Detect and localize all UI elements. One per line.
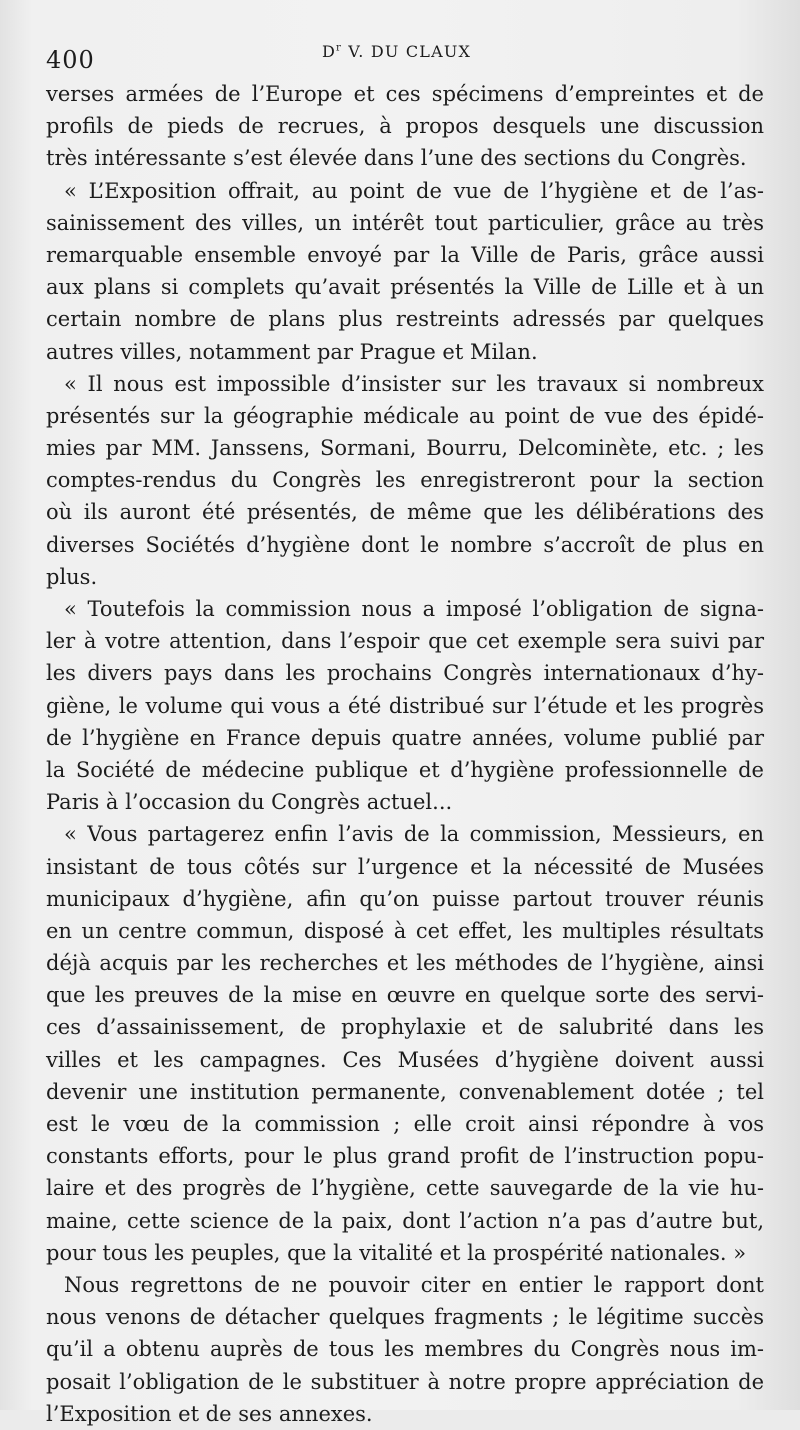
text-line: municipaux d’hygiène, afin qu’on puisse partout trouver réunis xyxy=(46,886,764,911)
text-line: Paris à l’occasion du Congrès actuel... xyxy=(46,790,453,815)
text-line: diverses Sociétés d’hygiène dont le nombre s’accroît de plus en xyxy=(46,532,764,557)
text-line: très intéressante s’est élevée dans l’une des sections du Congrès. xyxy=(46,146,747,171)
text-line: que les preuves de la mise en œuvre en quelque sorte des servi- xyxy=(46,983,764,1008)
text-line: Nous regrettons de ne pouvoir citer en entier le rapport dont xyxy=(64,1272,764,1297)
text-line: est le vœu de la commission ; elle croit ainsi répondre à vos xyxy=(46,1112,764,1136)
text-line: giène, le volume qui vous a été distribué sur l’étude et les progrès xyxy=(46,693,764,718)
running-head-prefix: D xyxy=(322,42,337,61)
text-line: « Il nous est impossible d’insister sur les travaux si nombreux xyxy=(64,371,764,396)
text-line: verses armées de l’Europe et ces spécimens d’empreintes et de xyxy=(46,82,764,106)
text-line: « Toutefois la commission nous a imposé l’obligation de signa- xyxy=(64,597,764,621)
text-line: ler à votre attention, dans l’espoir que cet exemple sera suivi par xyxy=(46,629,764,654)
text-line: profils de pieds de recrues, à propos desquels une discussion xyxy=(46,114,764,139)
text-line: constants efforts, pour le plus grand profit de l’instruction popu- xyxy=(46,1144,764,1169)
text-line: « Vous partagerez enfin l’avis de la commission, Messieurs, en xyxy=(64,822,764,847)
text-line: « L’Exposition offrait, au point de vue de l’hygiène et de l’as- xyxy=(64,178,764,203)
running-head-superscript: r xyxy=(336,42,343,54)
text-line: présentés sur la géographie médicale au point de vue des épidé- xyxy=(46,403,764,428)
text-line: nous venons de détacher quelques fragments ; le légitime succès xyxy=(46,1305,764,1330)
text-line: certain nombre de plans plus restreints adressés par quelques xyxy=(46,307,764,332)
text-line: insistant de tous côtés sur l’urgence et la nécessité de Musées xyxy=(46,854,764,879)
body-text xyxy=(46,78,764,1430)
running-head-author: V. DU CLAUX xyxy=(342,42,472,61)
text-line: comptes-rendus du Congrès les enregistreront pour la section xyxy=(46,468,764,493)
text-line: aux plans si complets qu’avait présentés la Ville de Lille et à un xyxy=(46,275,764,300)
text-line: déjà acquis par les recherches et les méthodes de l’hygiène, ainsi xyxy=(46,951,764,976)
text-line: l’Exposition et de ses annexes. xyxy=(46,1401,373,1426)
text-line: posait l’obligation de le substituer à notre propre appréciation de xyxy=(46,1369,764,1394)
text-line: laire et des progrès de l’hygiène, cette sauvegarde de la vie hu- xyxy=(46,1176,764,1201)
text-line: sainissement des villes, un intérêt tout particulier, grâce au très xyxy=(46,210,764,235)
text-line: autres villes, notamment par Prague et Milan. xyxy=(46,339,538,364)
text-line: plus. xyxy=(46,564,98,589)
text-line: villes et les campagnes. Ces Musées d’hygiène doivent aussi xyxy=(46,1047,764,1072)
text-line: de l’hygiène en France depuis quatre années, volume publié par xyxy=(46,725,764,750)
text-line: les divers pays dans les prochains Congrès internationaux d’hy- xyxy=(46,661,764,686)
text-line: qu’il a obtenu auprès de tous les membres du Congrès nous im- xyxy=(46,1337,764,1362)
text-line: devenir une institution permanente, convenablement dotée ; tel xyxy=(46,1079,764,1104)
page-header xyxy=(46,38,760,78)
text-line: remarquable ensemble envoyé par la Ville de Paris, grâce aussi xyxy=(46,242,764,267)
text-line: ces d’assainissement, de prophylaxie et de salubrité dans les xyxy=(46,1015,764,1040)
text-line: en un centre commun, disposé à cet effet, les multiples résultats xyxy=(46,918,764,943)
running-head xyxy=(322,42,471,61)
text-line: mies par MM. Janssens, Sormani, Bourru, Delcominète, etc. ; les xyxy=(46,436,764,461)
page-number: 400 xyxy=(46,46,95,74)
text-line: où ils auront été présentés, de même que les délibérations des xyxy=(46,500,764,525)
text-line: maine, cette science de la paix, dont l’action n’a pas d’autre but, xyxy=(46,1208,764,1233)
text-line: pour tous les peuples, que la vitalité et la prospérité nationales. » xyxy=(46,1240,747,1265)
text-line: la Société de médecine publique et d’hygiène professionnelle de xyxy=(46,757,764,782)
